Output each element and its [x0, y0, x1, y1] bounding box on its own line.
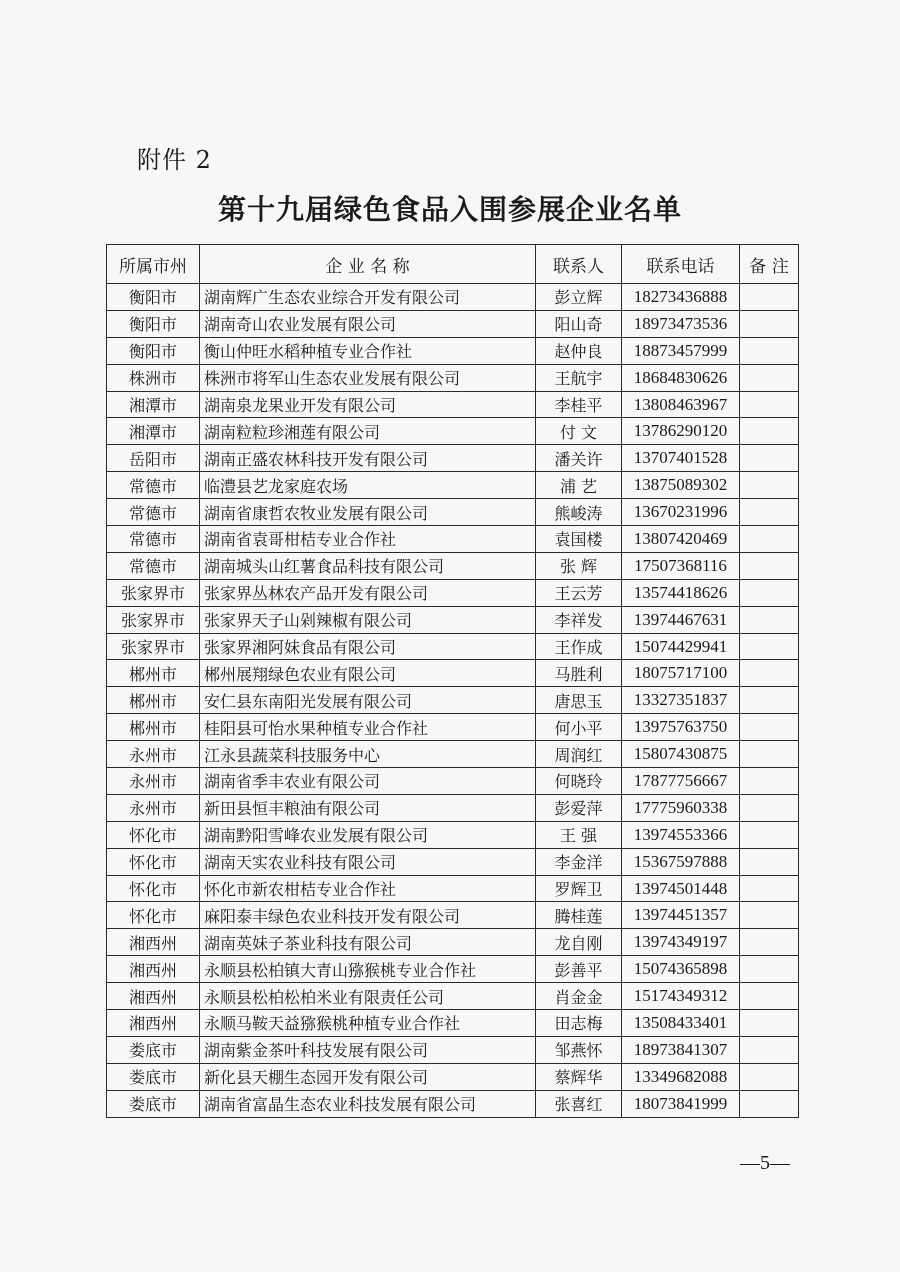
cell-phone: 13327351837 [622, 687, 740, 714]
cell-contact: 熊峻涛 [536, 499, 622, 526]
cell-contact: 付 文 [536, 418, 622, 445]
table-row [107, 714, 799, 741]
table-row [107, 821, 799, 848]
cell-city: 衡阳市 [107, 284, 200, 311]
table-row [107, 741, 799, 768]
cell-company: 湖南粒粒珍湘莲有限公司 [200, 418, 536, 445]
cell-contact: 唐思玉 [536, 687, 622, 714]
cell-company: 湖南泉龙果业开发有限公司 [200, 391, 536, 418]
cell-note [740, 499, 799, 526]
cell-phone: 18973841307 [622, 1036, 740, 1063]
attachment-label: 附件 2 [137, 146, 212, 174]
cell-phone: 13349682088 [622, 1063, 740, 1090]
cell-contact: 王 强 [536, 821, 622, 848]
cell-city: 怀化市 [107, 875, 200, 902]
cell-city: 郴州市 [107, 687, 200, 714]
cell-phone: 13508433401 [622, 1010, 740, 1037]
cell-phone: 13974467631 [622, 606, 740, 633]
cell-note [740, 687, 799, 714]
cell-company: 郴州展翔绿色农业有限公司 [200, 660, 536, 687]
table-row [107, 526, 799, 553]
cell-contact: 肖金金 [536, 983, 622, 1010]
cell-city: 衡阳市 [107, 337, 200, 364]
cell-note [740, 768, 799, 795]
cell-contact: 马胜利 [536, 660, 622, 687]
cell-company: 临澧县艺龙家庭农场 [200, 472, 536, 499]
header-phone: 联系电话 [622, 245, 740, 284]
cell-note [740, 526, 799, 553]
cell-contact: 张 辉 [536, 552, 622, 579]
cell-phone: 18973473536 [622, 310, 740, 337]
table-row [107, 1036, 799, 1063]
header-note: 备 注 [740, 245, 799, 284]
cell-phone: 13974553366 [622, 821, 740, 848]
cell-phone: 15807430875 [622, 741, 740, 768]
cell-city: 永州市 [107, 741, 200, 768]
cell-note [740, 1063, 799, 1090]
table-row [107, 445, 799, 472]
table-row [107, 418, 799, 445]
cell-phone: 13574418626 [622, 579, 740, 606]
cell-note [740, 606, 799, 633]
cell-note [740, 418, 799, 445]
cell-note [740, 284, 799, 311]
cell-contact: 王作成 [536, 633, 622, 660]
cell-note [740, 364, 799, 391]
cell-contact: 邹燕怀 [536, 1036, 622, 1063]
cell-contact: 阳山奇 [536, 310, 622, 337]
cell-city: 张家界市 [107, 633, 200, 660]
cell-city: 怀化市 [107, 821, 200, 848]
cell-phone: 18075717100 [622, 660, 740, 687]
table-row [107, 579, 799, 606]
cell-city: 常德市 [107, 472, 200, 499]
table-row [107, 983, 799, 1010]
cell-company: 永顺县松柏松柏米业有限责任公司 [200, 983, 536, 1010]
cell-note [740, 902, 799, 929]
cell-phone: 18073841999 [622, 1090, 740, 1117]
cell-phone: 13974451357 [622, 902, 740, 929]
cell-company: 衡山仲旺水稻种植专业合作社 [200, 337, 536, 364]
cell-note [740, 660, 799, 687]
cell-phone: 13808463967 [622, 391, 740, 418]
table-row [107, 929, 799, 956]
cell-contact: 李金洋 [536, 848, 622, 875]
table-row [107, 794, 799, 821]
cell-contact: 张喜红 [536, 1090, 622, 1117]
cell-note [740, 983, 799, 1010]
cell-phone: 15074429941 [622, 633, 740, 660]
cell-contact: 周润红 [536, 741, 622, 768]
cell-phone: 13974501448 [622, 875, 740, 902]
cell-city: 怀化市 [107, 848, 200, 875]
cell-note [740, 579, 799, 606]
cell-note [740, 472, 799, 499]
cell-company: 湖南紫金茶叶科技发展有限公司 [200, 1036, 536, 1063]
cell-phone: 13807420469 [622, 526, 740, 553]
table-row [107, 472, 799, 499]
cell-city: 娄底市 [107, 1063, 200, 1090]
cell-contact: 何小平 [536, 714, 622, 741]
table-row [107, 337, 799, 364]
table-row [107, 1090, 799, 1117]
cell-company: 张家界丛林农产品开发有限公司 [200, 579, 536, 606]
cell-contact: 浦 艺 [536, 472, 622, 499]
table-row [107, 633, 799, 660]
cell-phone: 17775960338 [622, 794, 740, 821]
table-row [107, 875, 799, 902]
cell-phone: 18273436888 [622, 284, 740, 311]
enterprise-table [106, 244, 799, 1118]
cell-city: 湘西州 [107, 956, 200, 983]
cell-city: 娄底市 [107, 1090, 200, 1117]
cell-phone: 13875089302 [622, 472, 740, 499]
cell-phone: 18684830626 [622, 364, 740, 391]
cell-contact: 赵仲良 [536, 337, 622, 364]
cell-phone: 17877756667 [622, 768, 740, 795]
cell-city: 张家界市 [107, 579, 200, 606]
header-contact: 联系人 [536, 245, 622, 284]
cell-company: 永顺县松柏镇大青山猕猴桃专业合作社 [200, 956, 536, 983]
cell-contact: 彭立辉 [536, 284, 622, 311]
cell-company: 湖南省康哲农牧业发展有限公司 [200, 499, 536, 526]
cell-company: 张家界湘阿妹食品有限公司 [200, 633, 536, 660]
table-row [107, 956, 799, 983]
cell-company: 湖南省袁哥柑桔专业合作社 [200, 526, 536, 553]
cell-company: 张家界天子山剁辣椒有限公司 [200, 606, 536, 633]
cell-contact: 龙自刚 [536, 929, 622, 956]
cell-city: 郴州市 [107, 660, 200, 687]
table-row [107, 552, 799, 579]
cell-city: 湘西州 [107, 929, 200, 956]
cell-city: 常德市 [107, 552, 200, 579]
cell-city: 常德市 [107, 526, 200, 553]
header-company: 企 业 名 称 [200, 245, 536, 284]
cell-contact: 袁国楼 [536, 526, 622, 553]
cell-company: 桂阳县可怡水果种植专业合作社 [200, 714, 536, 741]
page-number: —5— [740, 1152, 790, 1174]
cell-note [740, 848, 799, 875]
cell-phone: 15074365898 [622, 956, 740, 983]
cell-note [740, 633, 799, 660]
cell-note [740, 794, 799, 821]
cell-company: 湖南天实农业科技有限公司 [200, 848, 536, 875]
document-title: 第十九届绿色食品入围参展企业名单 [217, 193, 682, 226]
table-row [107, 768, 799, 795]
cell-note [740, 552, 799, 579]
table-row [107, 499, 799, 526]
cell-contact: 罗辉卫 [536, 875, 622, 902]
cell-phone: 13974349197 [622, 929, 740, 956]
cell-note [740, 875, 799, 902]
cell-contact: 蔡辉华 [536, 1063, 622, 1090]
cell-company: 湖南省富晶生态农业科技发展有限公司 [200, 1090, 536, 1117]
cell-city: 娄底市 [107, 1036, 200, 1063]
cell-contact: 田志梅 [536, 1010, 622, 1037]
cell-note [740, 929, 799, 956]
cell-phone: 17507368116 [622, 552, 740, 579]
cell-company: 湖南省季丰农业有限公司 [200, 768, 536, 795]
cell-note [740, 310, 799, 337]
header-city: 所属市州 [107, 245, 200, 284]
cell-note [740, 445, 799, 472]
cell-contact: 李祥发 [536, 606, 622, 633]
cell-company: 永顺马鞍天益猕猴桃种植专业合作社 [200, 1010, 536, 1037]
cell-note [740, 741, 799, 768]
cell-note [740, 821, 799, 848]
cell-note [740, 337, 799, 364]
table-row [107, 310, 799, 337]
cell-phone: 13975763750 [622, 714, 740, 741]
cell-note [740, 1090, 799, 1117]
cell-city: 永州市 [107, 794, 200, 821]
table-row [107, 902, 799, 929]
cell-note [740, 714, 799, 741]
cell-contact: 李桂平 [536, 391, 622, 418]
cell-company: 湖南英妹子茶业科技有限公司 [200, 929, 536, 956]
cell-contact: 何晓玲 [536, 768, 622, 795]
table-header-row [107, 245, 799, 284]
cell-phone: 15174349312 [622, 983, 740, 1010]
cell-contact: 彭爱萍 [536, 794, 622, 821]
table-row [107, 660, 799, 687]
cell-phone: 15367597888 [622, 848, 740, 875]
table-row [107, 391, 799, 418]
table-row [107, 1010, 799, 1037]
cell-city: 湘西州 [107, 1010, 200, 1037]
cell-company: 湖南正盛农林科技开发有限公司 [200, 445, 536, 472]
cell-company: 新化县天棚生态园开发有限公司 [200, 1063, 536, 1090]
cell-note [740, 1010, 799, 1037]
table-row [107, 364, 799, 391]
cell-phone: 13670231996 [622, 499, 740, 526]
cell-city: 湘潭市 [107, 391, 200, 418]
cell-city: 岳阳市 [107, 445, 200, 472]
cell-city: 郴州市 [107, 714, 200, 741]
table-row [107, 1063, 799, 1090]
cell-note [740, 956, 799, 983]
cell-note [740, 1036, 799, 1063]
cell-company: 湖南奇山农业发展有限公司 [200, 310, 536, 337]
table-body [107, 284, 799, 1118]
cell-city: 常德市 [107, 499, 200, 526]
cell-note [740, 391, 799, 418]
cell-contact: 王航宇 [536, 364, 622, 391]
cell-city: 株洲市 [107, 364, 200, 391]
cell-company: 新田县恒丰粮油有限公司 [200, 794, 536, 821]
table-row [107, 606, 799, 633]
cell-city: 湘潭市 [107, 418, 200, 445]
cell-city: 永州市 [107, 768, 200, 795]
cell-phone: 18873457999 [622, 337, 740, 364]
cell-phone: 13786290120 [622, 418, 740, 445]
cell-company: 江永县蔬菜科技服务中心 [200, 741, 536, 768]
cell-company: 安仁县东南阳光发展有限公司 [200, 687, 536, 714]
cell-contact: 潘关许 [536, 445, 622, 472]
table-row [107, 284, 799, 311]
cell-contact: 王云芳 [536, 579, 622, 606]
cell-company: 湖南城头山红薯食品科技有限公司 [200, 552, 536, 579]
cell-contact: 腾桂莲 [536, 902, 622, 929]
cell-company: 湖南辉广生态农业综合开发有限公司 [200, 284, 536, 311]
cell-phone: 13707401528 [622, 445, 740, 472]
cell-company: 湖南黔阳雪峰农业发展有限公司 [200, 821, 536, 848]
cell-city: 湘西州 [107, 983, 200, 1010]
cell-city: 张家界市 [107, 606, 200, 633]
cell-city: 怀化市 [107, 902, 200, 929]
cell-company: 麻阳泰丰绿色农业科技开发有限公司 [200, 902, 536, 929]
cell-city: 衡阳市 [107, 310, 200, 337]
table-row [107, 687, 799, 714]
cell-company: 株洲市将军山生态农业发展有限公司 [200, 364, 536, 391]
cell-contact: 彭善平 [536, 956, 622, 983]
cell-company: 怀化市新农柑桔专业合作社 [200, 875, 536, 902]
table-row [107, 848, 799, 875]
